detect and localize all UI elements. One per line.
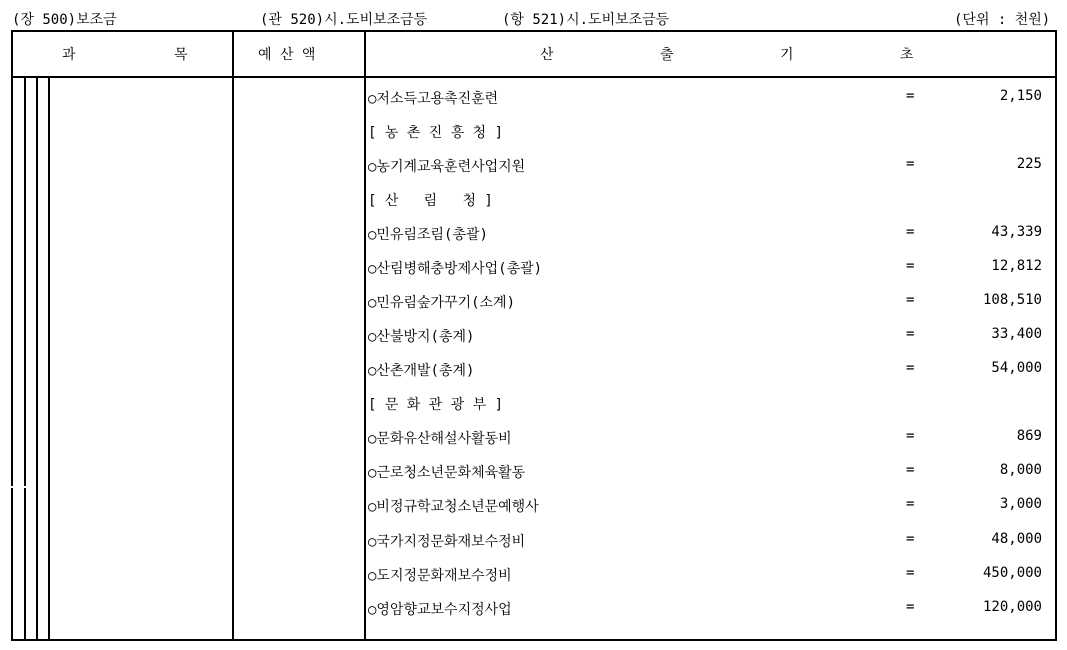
row-equals: = (906, 156, 915, 172)
table-row (368, 531, 1044, 555)
table-row (368, 292, 1044, 316)
row-amount: 120,000 (982, 599, 1042, 615)
table-row (368, 122, 1044, 146)
row-amount: 225 (1016, 156, 1042, 172)
row-equals: = (906, 360, 915, 376)
row-equals: = (906, 292, 915, 308)
table-row (368, 496, 1044, 520)
table-row (368, 428, 1044, 452)
table-row (368, 258, 1044, 282)
basis-heading-2: 출 (660, 47, 674, 63)
row-amount: 2,150 (999, 88, 1042, 104)
table-row (368, 360, 1044, 384)
row-amount: 450,000 (982, 565, 1042, 581)
row-amount: 3,000 (999, 496, 1042, 512)
row-equals: = (906, 531, 915, 547)
row-amount: 33,400 (991, 326, 1042, 342)
table-row (368, 565, 1044, 589)
row-item-name: [ 농 촌 진 흥 청 ] (368, 125, 504, 141)
row-item-name: ○산불방지(총계) (368, 329, 475, 345)
row-item-name: ○비정규학교청소년문예행사 (368, 499, 539, 515)
table-row (368, 88, 1044, 112)
row-equals: = (906, 428, 915, 444)
unit-label: (단위 : 천원) (954, 12, 1051, 28)
row-amount: 869 (1016, 428, 1042, 444)
table-row (368, 326, 1044, 350)
budget-column-divider (232, 30, 234, 641)
chapter-label: (장 500)보조금 (12, 12, 117, 28)
header-divider (11, 76, 1057, 78)
row-item-name: [ 문 화 관 광 부 ] (368, 397, 504, 413)
table-row (368, 156, 1044, 180)
row-item-name: ○문화유산해설사활동비 (368, 431, 512, 447)
row-equals: = (906, 496, 915, 512)
row-item-name: ○저소득고용촉진훈련 (368, 91, 499, 107)
section-label: (관 520)시.도비보조금등 (260, 12, 428, 28)
row-item-name: ○영암향교보수지정사업 (368, 602, 512, 618)
row-item-name: ○도지정문화재보수정비 (368, 568, 512, 584)
row-amount: 43,339 (991, 224, 1042, 240)
row-item-name: ○농기계교육훈련사업지원 (368, 159, 526, 175)
budget-heading: 예 산 액 (258, 47, 316, 63)
row-item-name: ○산촌개발(총계) (368, 363, 475, 379)
gwa-line-2 (36, 76, 38, 641)
table-row (368, 190, 1044, 214)
row-equals: = (906, 224, 915, 240)
gwa-line-3 (48, 76, 50, 641)
row-equals: = (906, 599, 915, 615)
row-amount: 54,000 (991, 360, 1042, 376)
row-equals: = (906, 462, 915, 478)
row-item-name: ○근로청소년문화체육활동 (368, 465, 526, 481)
basis-heading-4: 초 (900, 47, 914, 63)
table-row (368, 599, 1044, 623)
row-item-name: ○민유림숲가꾸기(소계) (368, 295, 516, 311)
row-item-name: ○산림병해충방제사업(총괄) (368, 261, 543, 277)
row-item-name: ○민유림조림(총괄) (368, 227, 488, 243)
row-equals: = (906, 88, 915, 104)
row-item-name: ○국가지정문화재보수정비 (368, 534, 526, 550)
table-row (368, 394, 1044, 418)
table-row (368, 462, 1044, 486)
basis-heading-3: 기 (780, 47, 794, 63)
table-row (368, 224, 1044, 248)
basis-column-divider (364, 30, 366, 641)
row-amount: 8,000 (999, 462, 1042, 478)
mok-heading: 목 (174, 47, 188, 63)
gwa-line-1 (24, 76, 26, 641)
gwa-heading: 과 (62, 47, 76, 63)
row-item-name: [ 산 림 청 ] (368, 193, 493, 209)
row-amount: 48,000 (991, 531, 1042, 547)
item-label: (항 521)시.도비보조금등 (502, 12, 670, 28)
basis-heading-1: 산 (540, 47, 554, 63)
row-amount: 108,510 (982, 292, 1042, 308)
row-equals: = (906, 258, 915, 274)
row-equals: = (906, 326, 915, 342)
page-break-mark (9, 486, 33, 488)
row-equals: = (906, 565, 915, 581)
row-amount: 12,812 (991, 258, 1042, 274)
